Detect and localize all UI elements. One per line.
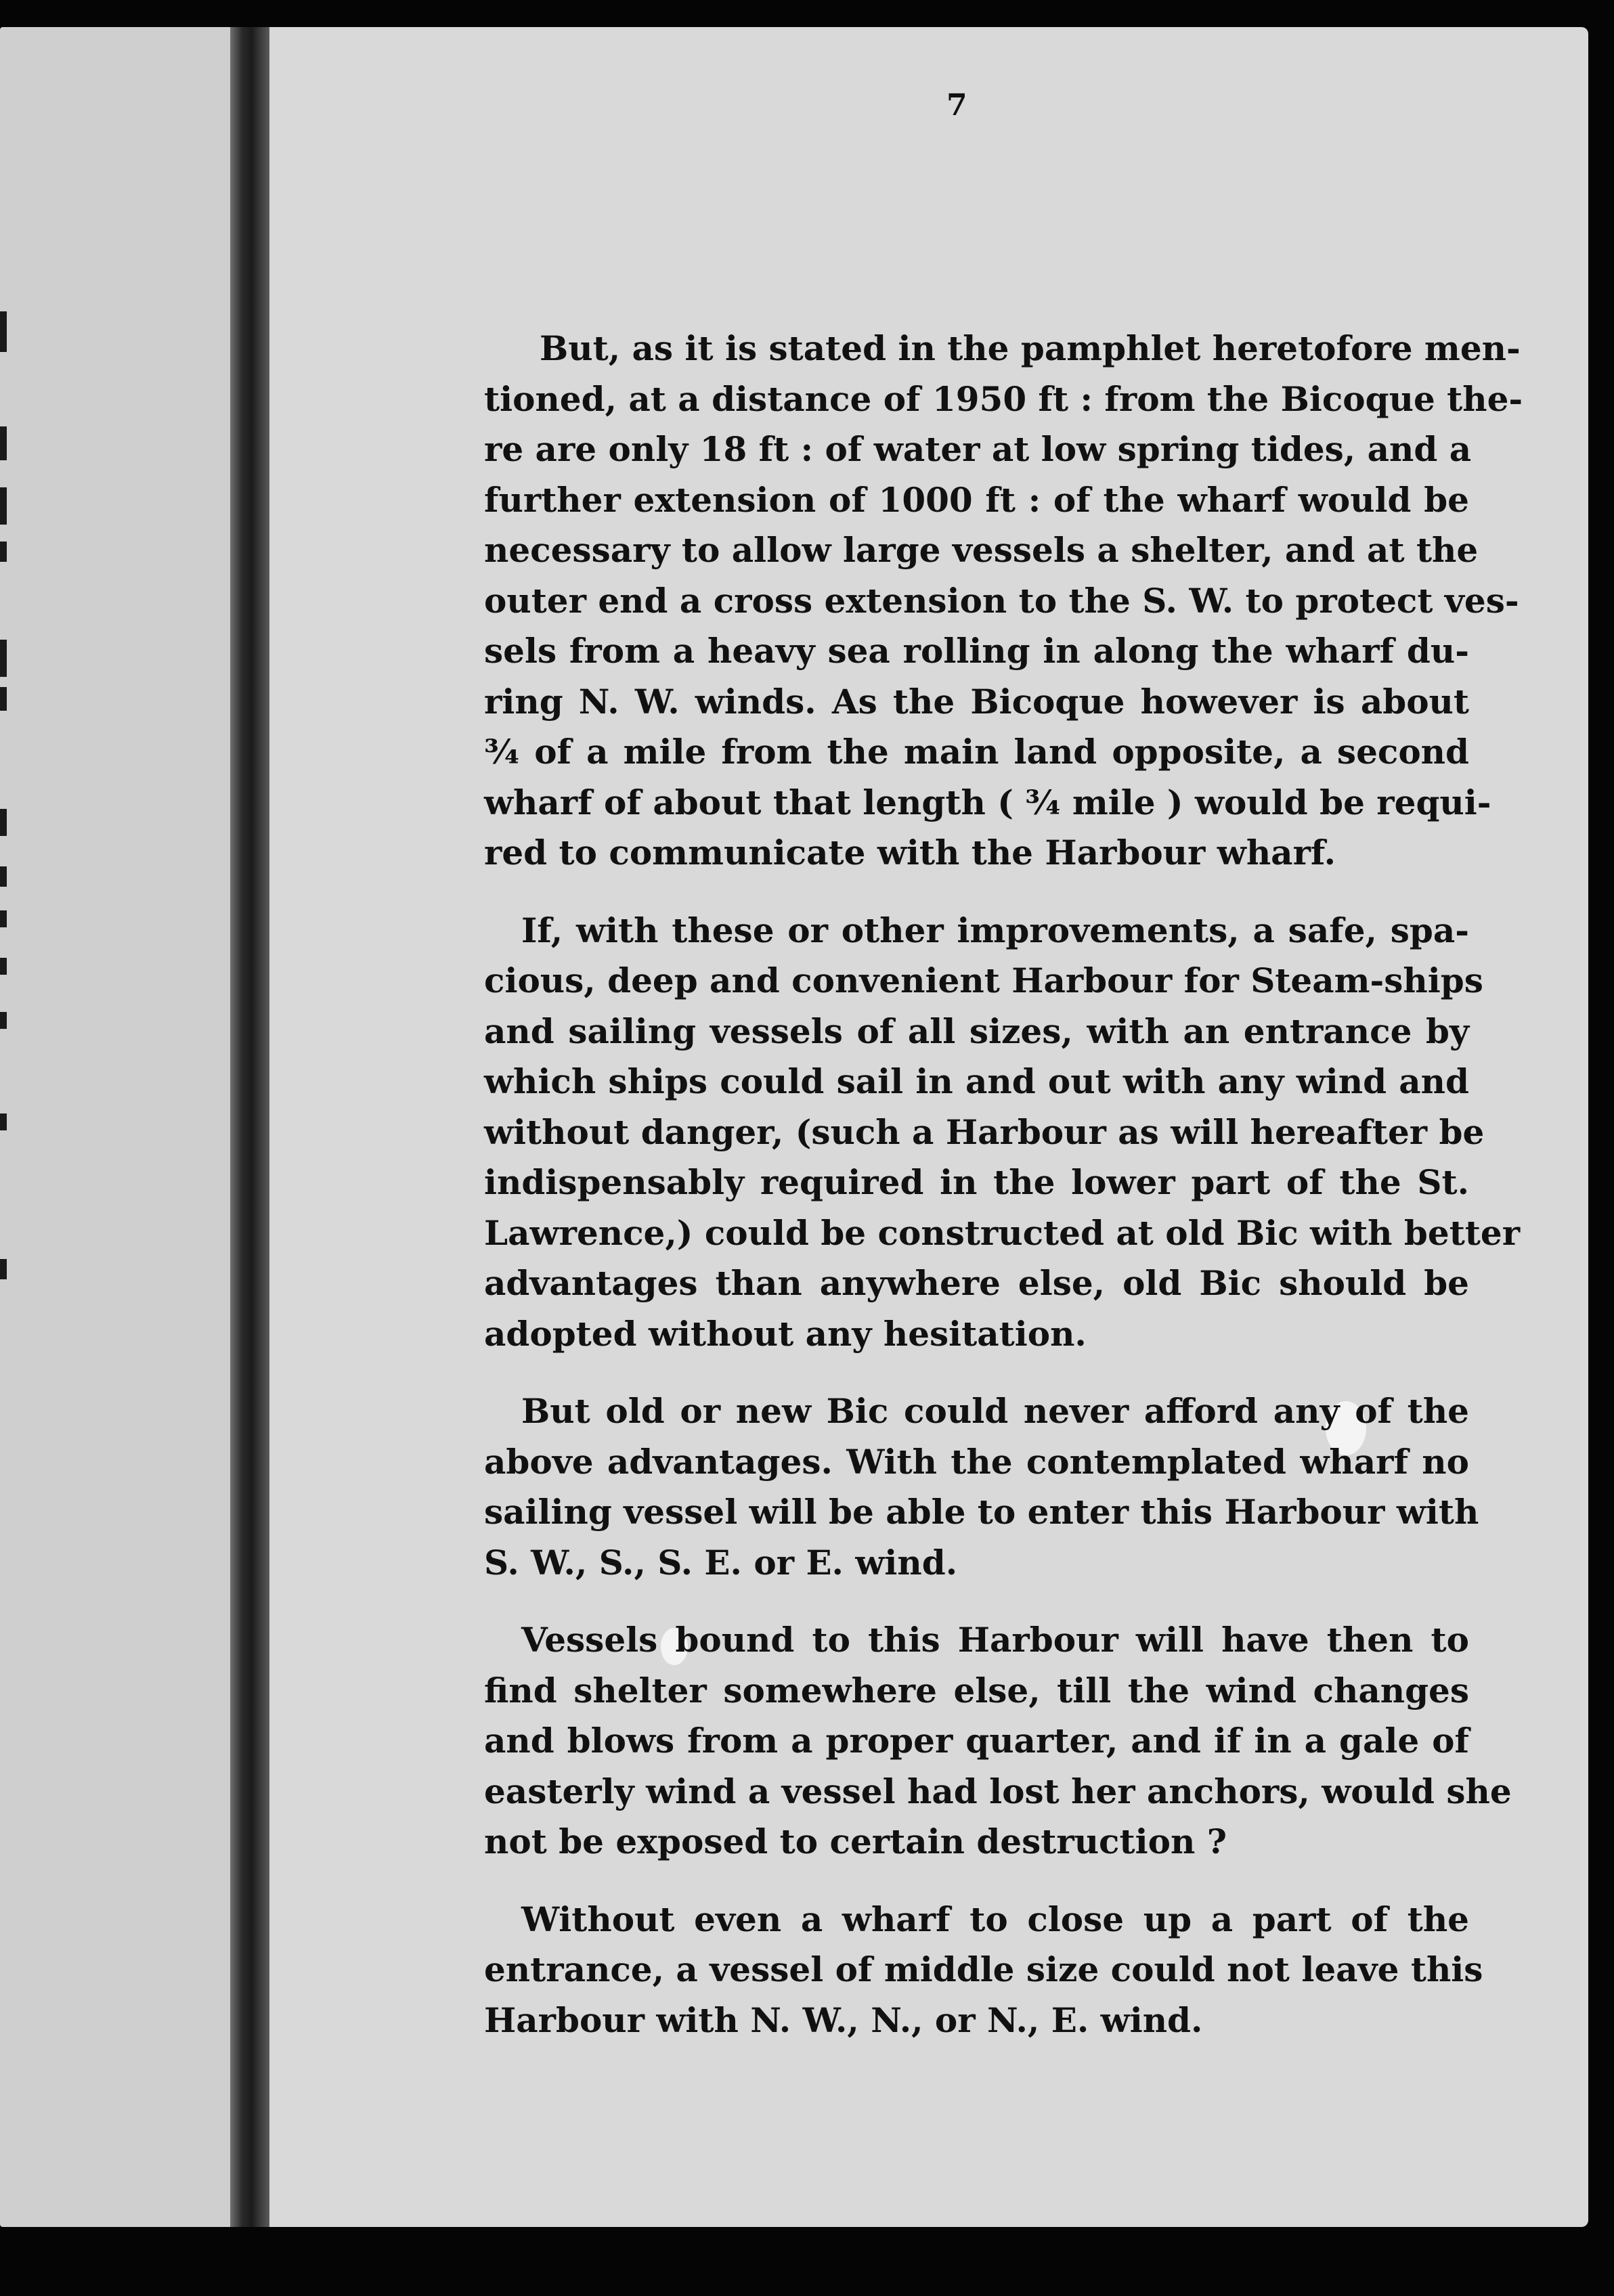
page-number: 7	[946, 88, 967, 123]
text-line: find shelter somewhere else, till the wind changes	[484, 1670, 1469, 1710]
text-line: sels from a heavy sea rolling in along the wharf du-	[484, 631, 1469, 671]
text-fragment-mark	[0, 542, 7, 562]
text-line: outer end a cross extension to the S. W. to protect ves-	[484, 580, 1519, 621]
text-line: Vessels bound to this Harbour will have then to	[521, 1620, 1469, 1660]
text-line: not be exposed to certain destruction ?	[484, 1822, 1227, 1861]
text-line: wharf of about that length ( ¾ mile ) would be requi-	[484, 782, 1491, 822]
text-line: advantages than anywhere else, old Bic should be	[484, 1263, 1469, 1303]
text-line: red to communicate with the Harbour wharf.	[484, 833, 1336, 873]
text-line: re are only 18 ft : of water at low spring tides, and a	[484, 429, 1472, 469]
text-fragment-mark	[0, 311, 7, 352]
text-line: ¾ of a mile from the main land opposite, a second	[484, 732, 1469, 772]
paragraph	[484, 324, 1523, 879]
text-fragment-mark	[0, 687, 7, 711]
text-line: tioned, at a distance of 1950 ft : from the Bicoque the-	[484, 378, 1523, 419]
text-line: and sailing vessels of all sizes, with an entrance by	[484, 1011, 1469, 1051]
text-fragment-mark	[0, 487, 7, 525]
text-fragment-mark	[0, 640, 7, 677]
text-line: adopted without any hesitation.	[484, 1313, 1087, 1354]
paragraph	[484, 1615, 1512, 1868]
paragraph	[484, 906, 1521, 1360]
body-text	[484, 324, 1523, 2073]
text-fragment-mark	[0, 809, 7, 836]
text-fragment-mark	[0, 958, 7, 975]
text-fragment-mark	[0, 1259, 7, 1279]
text-line: indispensably required in the lower part of the St.	[484, 1162, 1469, 1202]
text-line: Harbour with N. W., N., or N., E. wind.	[484, 2000, 1203, 2040]
text-line: entrance, a vessel of middle size could not leave this	[484, 1949, 1483, 1989]
text-line: necessary to allow large vessels a shelter, and at the	[484, 530, 1479, 570]
text-line: But old or new Bic could never afford any of the	[521, 1391, 1469, 1431]
book-gutter	[230, 27, 269, 2227]
text-line: above advantages. With the contemplated wharf no	[484, 1441, 1469, 1482]
text-line: cious, deep and convenient Harbour for Steam-ships	[484, 961, 1483, 1000]
text-line: sailing vessel will be able to enter this Harbour with	[484, 1492, 1479, 1532]
text-fragment-mark	[0, 1012, 7, 1029]
text-fragment-mark	[0, 866, 7, 887]
text-fragment-mark	[0, 1113, 7, 1130]
paragraph	[484, 1386, 1479, 1588]
text-line: without danger, (such a Harbour as will hereafter be	[484, 1111, 1485, 1152]
text-line: Without even a wharf to close up a part of the	[521, 1899, 1469, 1939]
paragraph	[484, 1895, 1483, 2046]
text-line: S. W., S., S. E. or E. wind.	[484, 1542, 958, 1583]
text-line: and blows from a proper quarter, and if in a gale of	[484, 1721, 1469, 1761]
text-line: further extension of 1000 ft : of the wharf would be	[484, 479, 1469, 520]
text-line: If, with these or other improvements, a safe, spa-	[521, 910, 1469, 950]
text-line: which ships could sail in and out with any wind and	[484, 1061, 1469, 1101]
text-line: ring N. W. winds. As the Bicoque however is about	[484, 681, 1469, 722]
previous-page-edge	[0, 27, 230, 2227]
text-line: easterly wind a vessel had lost her anchors, would she	[484, 1771, 1512, 1811]
text-fragment-mark	[0, 426, 7, 460]
text-line: But, as it is stated in the pamphlet heretofore men-	[540, 328, 1521, 368]
text-fragment-mark	[0, 910, 7, 927]
text-line: Lawrence,) could be constructed at old Bic with better	[484, 1212, 1521, 1253]
